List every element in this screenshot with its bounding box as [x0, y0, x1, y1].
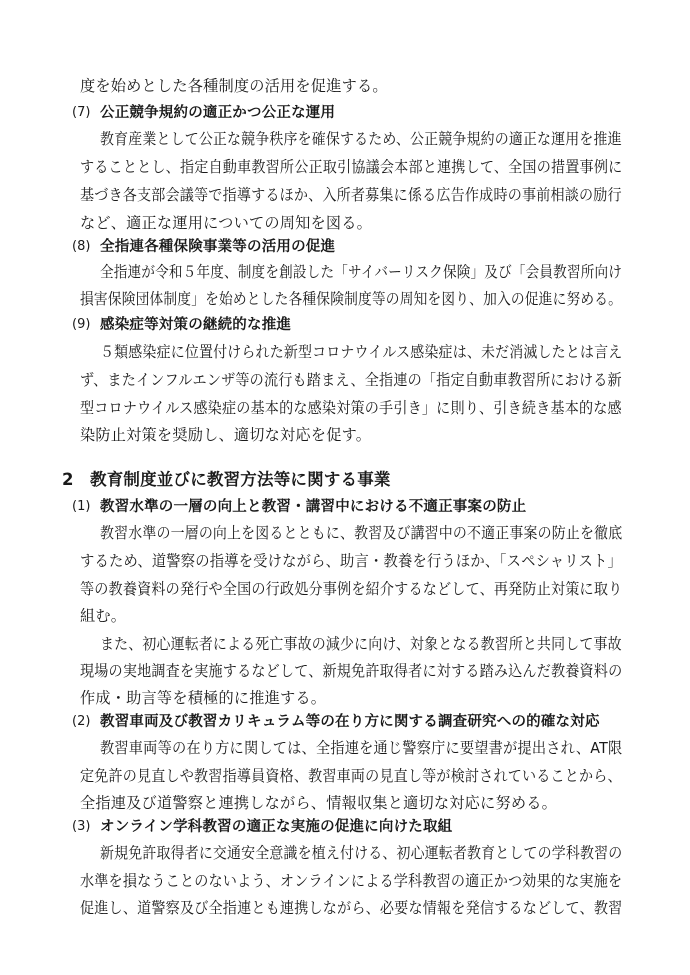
- body-line: 定免許の見直しや教習指導員資格、教習車両の見直し等が検討されていることから、: [80, 767, 622, 785]
- item-heading: 公正競争規約の適正かつ公正な運用: [100, 105, 336, 121]
- body-line: 全指連が令和５年度、制度を創設した「サイバーリスク保険」及び「会員教習所向け: [100, 263, 623, 281]
- item-heading: オンライン学科教習の適正な実施の促進に向けた取組: [100, 819, 453, 835]
- body-line: 教育産業として公正な競争秩序を確保するため、公正競争規約の適正な運用を推進: [100, 130, 622, 148]
- body-line: 教習車両等の在り方に関しては、全指連を通じ警察庁に要望書が提出され、AT限: [100, 739, 623, 757]
- item-heading: 教習車両及び教習カリキュラム等の在り方に関する調査研究への的確な対応: [100, 714, 600, 730]
- body-line: 等の教養資料の発行や全国の行政処分事例を紹介するなどして、再発防止対策に取り: [80, 580, 623, 598]
- body-line: 水準を損なうことのないよう、オンラインによる学科教習の適正かつ効果的な実施を: [80, 872, 623, 890]
- body-line: ず、またインフルエンザ等の流行も踏まえ、全指連の「指定自動車教習所における新: [80, 371, 622, 389]
- body-line: ５類感染症に位置付けられた新型コロナウイルス感染症は、未だ消滅したとは言え: [100, 343, 623, 361]
- item-number: (2): [72, 714, 91, 729]
- body-line: することとし、指定自動車教習所公正取引協議会本部と連携して、全国の措置事例に: [80, 158, 623, 176]
- item-number: (7): [72, 105, 91, 120]
- body-line: 損害保険団体制度」を始めとした各種保険制度等の周知を図り、加入の促進に努める。: [80, 290, 623, 308]
- item-number: (1): [72, 499, 91, 514]
- body-line: 染防止対策を奨励し、適切な対応を促す。: [80, 426, 372, 444]
- body-line: 促進し、道警察及び全指連とも連携しながら、必要な情報を発信するなどして、教習: [80, 899, 623, 917]
- item-number: (3): [72, 819, 91, 834]
- body-line: 度を始めとした各種制度の活用を促進する。: [80, 77, 388, 95]
- section-number: 2: [62, 470, 74, 489]
- body-line: 全指連及び道警察と連携しながら、情報収集と適切な対応に努める。: [80, 794, 558, 812]
- body-line: 作成・助言等を積極的に推進する。: [80, 689, 327, 707]
- body-line: 現場の実地調査を実施するなどして、新規免許取得者に対する踏み込んだ教養資料の: [80, 662, 623, 680]
- body-line: 基づき各支部会議等で指導するほか、入所者募集に係る広告作成時の事前相談の励行: [80, 186, 622, 204]
- body-line: 教習水準の一層の向上を図るとともに、教習及び講習中の不適正事案の防止を徹底: [100, 524, 623, 542]
- item-heading: 教習水準の一層の向上と教習・講習中における不適正事案の防止: [100, 499, 527, 515]
- body-line: 型コロナウイルス感染症の基本的な感染対策の手引き」に則り、引き続き基本的な感: [80, 399, 622, 417]
- body-line: するため、道警察の指導を受けながら、助言・教養を行うほか、「スペシャリスト」: [80, 552, 622, 570]
- body-line: また、初心運転者による死亡事故の減少に向け、対象となる教習所と共同して事故: [100, 635, 622, 653]
- section-heading: 教育制度並びに教習方法等に関する事業: [90, 470, 391, 489]
- body-line: 新規免許取得者に交通安全意識を植え付ける、初心運転者教育としての学科教習の: [100, 844, 623, 862]
- item-heading: 感染症等対策の継続的な推進: [100, 317, 292, 333]
- body-line: など、適正な運用についての周知を図る。: [80, 214, 373, 232]
- item-heading: 全指連各種保険事業等の活用の促進: [100, 239, 336, 255]
- item-number: (8): [72, 239, 91, 254]
- body-line: 組む。: [80, 607, 127, 625]
- item-number: (9): [72, 317, 91, 332]
